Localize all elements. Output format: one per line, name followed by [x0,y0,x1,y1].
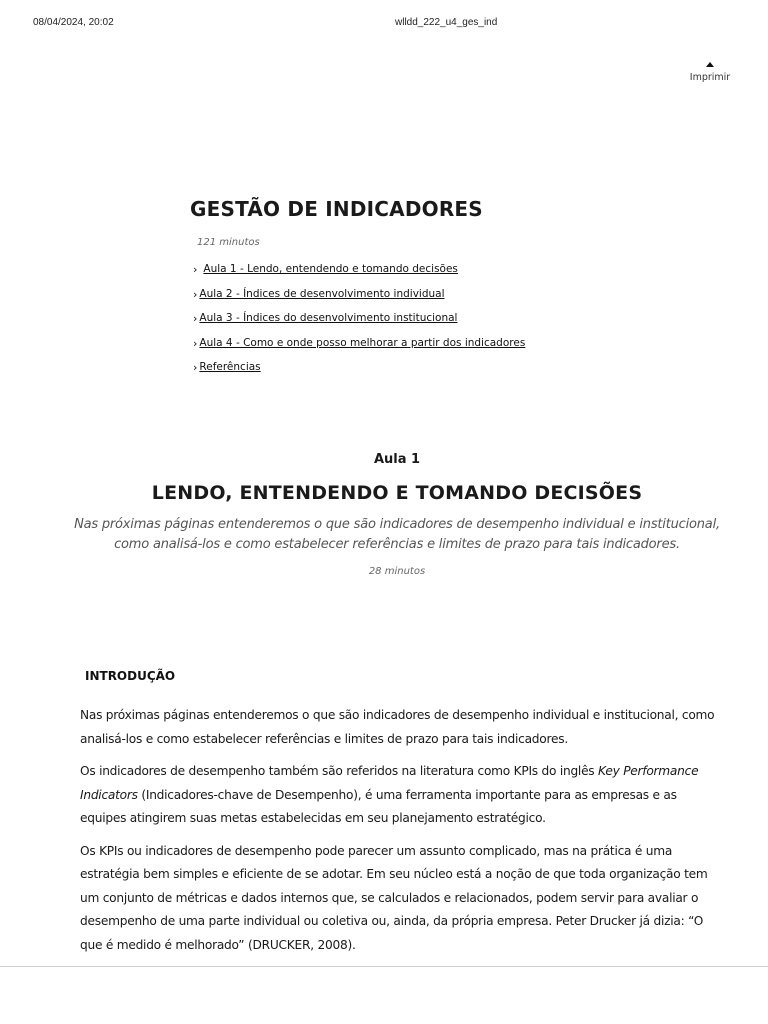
chevron-right-icon: › [193,336,198,350]
toc-item[interactable] [193,263,525,288]
print-header [0,17,768,31]
toc-link-aula-2[interactable]: Aula 2 - Índices de desenvolvimento individual [199,287,445,300]
section-heading-introducao: INTRODUÇÃO [85,669,176,683]
toc-item[interactable] [193,288,525,313]
page-divider [0,966,768,967]
lesson-label: Aula 1 [373,452,421,467]
print-button[interactable] [686,62,734,83]
lesson-title: LENDO, ENTENDENDO E TOMANDO DECISÕES [151,482,643,504]
course-title: GESTÃO DE INDICADORES [190,197,483,221]
toc-link-aula-3[interactable]: Aula 3 - Índices do desenvolvimento institucional [199,312,458,325]
body-text [80,704,716,966]
paragraph [80,760,716,831]
chevron-right-icon: › [193,361,198,375]
lesson-subtitle: Nas próximas páginas entenderemos o que são indicadores de desempenho individual e institucional, como analisá-los e como estabelecer referências e limites de prazo para tais indicadores. [74,517,720,552]
paragraph: Os KPIs ou indicadores de desempenho pode parecer um assunto complicado, mas na prática é uma estratégia bem simples e eficiente de se adotar. Em seu núcleo está a noção de que toda organização tem um conjunto de métricas e dados internos que, se calculados e relacionados, podem servir para avaliar o desempenho de uma parte individual ou coletiva ou, ainda, da própria empresa. Peter Drucker já dizia: “O que é medido é melhorado” (DRUCKER, 2008). [80,843,708,952]
toc-link-referencias[interactable]: Referências [199,361,261,374]
toc-item[interactable] [193,312,525,337]
print-datetime: 08/04/2024, 20:02 [33,17,114,28]
chevron-right-icon: › [193,263,198,276]
table-of-contents [193,263,525,386]
chevron-right-icon: › [193,312,198,326]
triangle-up-icon [706,62,714,67]
toc-link-aula-1[interactable]: Aula 1 - Lendo, entendendo e tomando decisões [203,263,458,275]
lesson-duration: 28 minutos [368,566,426,577]
paragraph: Nas próximas páginas entenderemos o que são indicadores de desempenho individual e institucional, como analisá-los e como estabelecer referências e limites de prazo para tais indicadores. [80,708,715,746]
paragraph-text: Os indicadores de desempenho também são referidos na literatura como KPIs do inglês [80,764,599,778]
paragraph-text: (Indicadores-chave de Desempenho), é uma ferramenta importante para as empresas e as equipes atingirem suas metas estabelecidas em seu planejamento estratégico. [80,787,677,825]
print-button-label: Imprimir [689,72,731,83]
toc-link-aula-4[interactable]: Aula 4 - Como e onde posso melhorar a partir dos indicadores [199,336,526,349]
chevron-right-icon: › [193,287,198,301]
toc-item[interactable] [193,361,525,386]
course-duration: 121 minutos [197,237,260,248]
print-document-name: wlldd_222_u4_ges_ind [395,17,498,28]
toc-item[interactable] [193,337,525,362]
paragraph-emphasis: Key Performance Indicators [80,764,699,802]
